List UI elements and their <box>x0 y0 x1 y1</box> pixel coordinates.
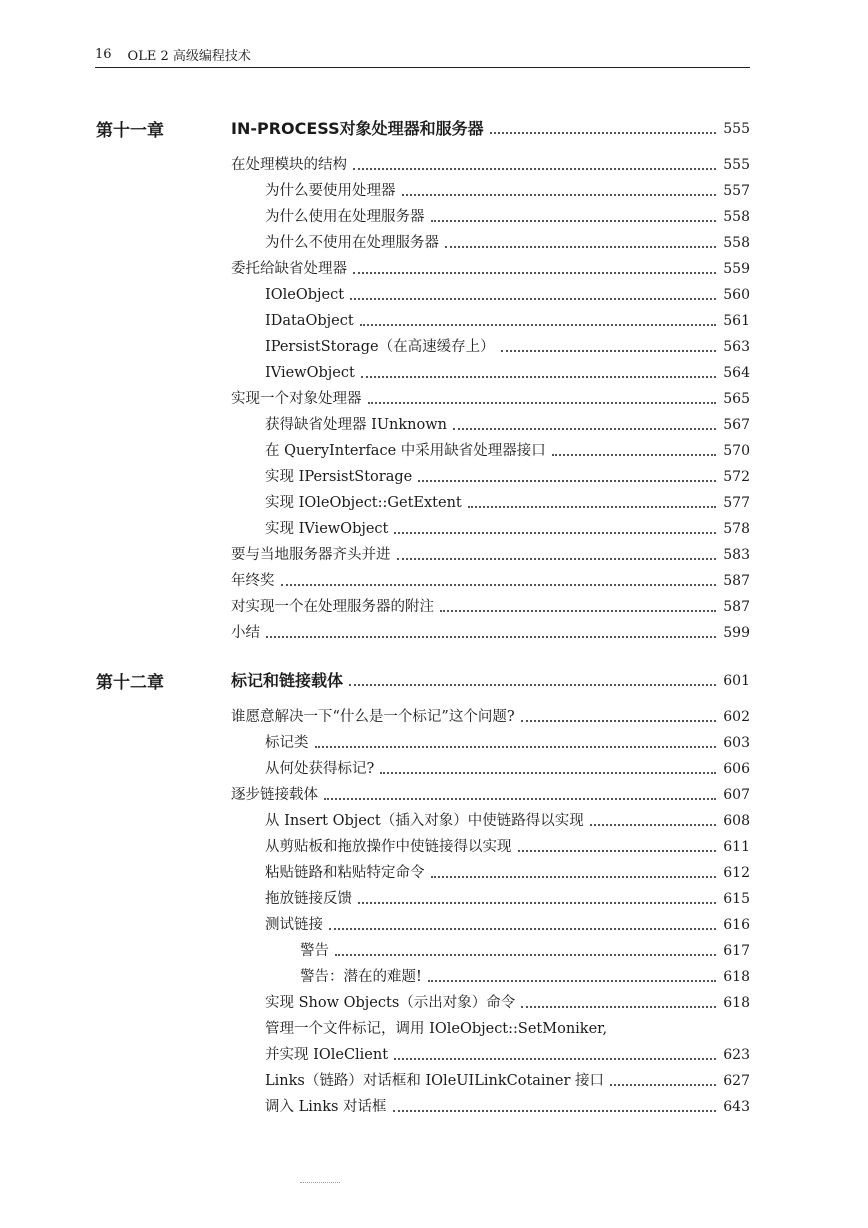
toc-entry-title: IDataObject <box>265 313 354 329</box>
toc-entry-page: 612 <box>723 865 750 881</box>
toc-entry <box>265 306 750 330</box>
toc-entry <box>231 384 750 408</box>
toc-entry-title: 谁愿意解决一下“什么是一个标记”这个问题? <box>231 709 515 725</box>
toc-entry <box>231 618 750 642</box>
toc-entry <box>265 884 750 908</box>
toc-entry-title: 为什么要使用处理器 <box>265 183 396 199</box>
toc-entry-title: 为什么不使用在处理服务器 <box>265 235 439 251</box>
dot-leader <box>368 402 717 404</box>
toc-entry <box>265 832 750 856</box>
dot-leader <box>490 132 716 134</box>
toc-entry-page: 565 <box>723 391 750 407</box>
toc-entry-page: 615 <box>723 891 750 907</box>
dot-leader <box>393 1110 716 1112</box>
toc-entry-page: 557 <box>723 183 750 199</box>
dot-leader <box>394 532 716 534</box>
toc-entry-title: 从剪贴板和拖放操作中使链接得以实现 <box>265 839 512 855</box>
dot-leader <box>428 980 716 982</box>
chapter-11-title-row <box>231 114 750 138</box>
toc-entry-page: 577 <box>723 495 750 511</box>
dot-leader <box>397 558 717 560</box>
toc-entry <box>231 150 750 174</box>
toc-entry-page: 570 <box>723 443 750 459</box>
toc-entry-title: 实现 IPersistStorage <box>265 469 413 485</box>
toc-entry-page: 559 <box>723 261 750 277</box>
toc-entry-title: IViewObject <box>265 365 355 381</box>
toc-entry-title: 小结 <box>231 625 260 641</box>
toc-entry-page: 572 <box>723 469 750 485</box>
toc-entry <box>265 280 750 304</box>
toc-entry-page: 578 <box>723 521 750 537</box>
toc-entry <box>265 806 750 830</box>
dot-leader <box>380 772 716 774</box>
toc-entry <box>265 1092 750 1116</box>
dot-leader <box>324 798 716 800</box>
toc-entry-title: 实现 Show Objects（示出对象）命令 <box>265 995 516 1011</box>
dot-leader <box>521 1006 716 1008</box>
toc-entry-page: 611 <box>723 839 750 855</box>
toc-entry-page: 603 <box>723 735 750 751</box>
toc-entry-page: 601 <box>723 673 750 689</box>
toc-entry <box>231 702 750 726</box>
toc-entry-title: 管理一个文件标记，调用 IOleObject::SetMoniker, <box>265 1021 608 1037</box>
toc-entry-title: 对实现一个在处理服务器的附注 <box>231 599 434 615</box>
toc-entry-title: 警告：潜在的难题! <box>300 969 422 985</box>
dot-leader <box>440 610 716 612</box>
toc-entry <box>300 936 750 960</box>
toc-entry-page: 627 <box>723 1073 750 1089</box>
toc-entry-title: 年终奖 <box>231 573 275 589</box>
toc-entry-title: IPersistStorage（在高速缓存上） <box>265 339 495 355</box>
toc-entry-page: 558 <box>723 235 750 251</box>
toc-entry-title: 委托给缺省处理器 <box>231 261 347 277</box>
toc-entry-title: 获得缺省处理器 IUnknown <box>265 417 447 433</box>
book-title: OLE 2 高级编程技术 <box>127 48 251 64</box>
toc-entry-page: 587 <box>723 599 750 615</box>
page-number: 16 <box>95 46 112 62</box>
dot-leader <box>518 850 717 852</box>
toc-entry <box>231 540 750 564</box>
toc-entry-page: 561 <box>723 313 750 329</box>
dot-leader <box>402 194 717 196</box>
toc-entry <box>265 202 750 226</box>
dot-leader <box>418 480 716 482</box>
dot-leader <box>590 824 716 826</box>
header-rule <box>95 67 750 68</box>
toc-entry <box>265 176 750 200</box>
toc-entry-title: 测试链接 <box>265 917 323 933</box>
dot-leader <box>266 636 716 638</box>
dot-leader <box>468 506 716 508</box>
toc-entry-title: 标记和链接载体 <box>231 671 344 690</box>
dot-leader <box>329 928 716 930</box>
dot-leader <box>431 876 717 878</box>
toc-entry-title: 拖放链接反馈 <box>265 891 352 907</box>
toc-entry <box>265 332 750 356</box>
toc-entry-page: 602 <box>723 709 750 725</box>
toc-entry-page: 618 <box>723 995 750 1011</box>
dot-leader <box>445 246 716 248</box>
toc-entry-title: 标记类 <box>265 735 309 751</box>
toc-entry <box>265 488 750 512</box>
chapter-11-label: 第十一章 <box>96 121 164 141</box>
dot-leader <box>349 684 716 686</box>
toc-entry-continued <box>265 1014 607 1038</box>
toc-entry <box>265 1040 750 1064</box>
toc-entry-title: IN-PROCESS对象处理器和服务器 <box>231 119 484 138</box>
toc-entry-page: 555 <box>723 121 750 137</box>
dot-leader <box>552 454 716 456</box>
toc-entry <box>265 858 750 882</box>
toc-entry <box>265 228 750 252</box>
toc-entry-page: 643 <box>723 1099 750 1115</box>
toc-entry <box>300 962 750 986</box>
toc-entry-title: Links（链路）对话框和 IOleUILinkCotainer 接口 <box>265 1073 605 1089</box>
toc-entry-title: IOleObject <box>265 287 345 303</box>
toc-entry <box>265 462 750 486</box>
dot-leader <box>353 168 716 170</box>
dot-leader <box>453 428 716 430</box>
toc-entry-title: 实现一个对象处理器 <box>231 391 362 407</box>
toc-entry <box>265 358 750 382</box>
toc-entry-page: 567 <box>723 417 750 433</box>
toc-entry-title: 从 Insert Object（插入对象）中使链路得以实现 <box>265 813 584 829</box>
dot-leader <box>358 902 716 904</box>
dot-leader <box>361 376 716 378</box>
toc-entry-title: 从何处获得标记? <box>265 761 375 777</box>
toc-entry <box>265 436 750 460</box>
toc-entry <box>265 410 750 434</box>
toc-entry-page: 564 <box>723 365 750 381</box>
toc-entry-page: 618 <box>723 969 750 985</box>
toc-entry <box>265 988 750 1012</box>
toc-entry-page: 616 <box>723 917 750 933</box>
toc-entry <box>265 514 750 538</box>
page-header <box>95 42 750 66</box>
chapter-12-title-row <box>231 666 750 690</box>
toc-entry-page: 563 <box>723 339 750 355</box>
toc-entry-title: 在 QueryInterface 中采用缺省处理器接口 <box>265 443 546 459</box>
chapter-12-label: 第十二章 <box>96 673 164 693</box>
toc-entry-title: 警告 <box>300 943 329 959</box>
dot-leader <box>394 1058 716 1060</box>
dot-leader <box>431 220 717 222</box>
toc-entry-page: 606 <box>723 761 750 777</box>
toc-entry <box>231 254 750 278</box>
toc-entry-page: 558 <box>723 209 750 225</box>
toc-entry-page: 599 <box>723 625 750 641</box>
toc-entry-title: 实现 IViewObject <box>265 521 389 537</box>
toc-entry <box>265 910 750 934</box>
toc-entry <box>231 566 750 590</box>
toc-entry-title: 在处理模块的结构 <box>231 157 347 173</box>
toc-entry-title: 实现 IOleObject::GetExtent <box>265 495 462 511</box>
dot-leader <box>360 324 716 326</box>
toc-entry-title: 逐步链接载体 <box>231 787 318 803</box>
dot-leader <box>281 584 717 586</box>
toc-entry-page: 583 <box>723 547 750 563</box>
toc-entry-page: 608 <box>723 813 750 829</box>
toc-entry-title: 为什么使用在处理服务器 <box>265 209 425 225</box>
toc-entry-title: 调入 Links 对话框 <box>265 1099 387 1115</box>
toc-entry <box>231 592 750 616</box>
toc-entry-page: 555 <box>723 157 750 173</box>
toc-entry-page: 617 <box>723 943 750 959</box>
toc-entry <box>231 780 750 804</box>
dot-leader <box>501 350 716 352</box>
toc-entry <box>265 728 750 752</box>
toc-entry-title: 要与当地服务器齐头并进 <box>231 547 391 563</box>
toc-entry-title: 粘贴链路和粘贴特定命令 <box>265 865 425 881</box>
footer-scan-mark <box>300 1182 340 1183</box>
toc-entry <box>265 1066 750 1090</box>
dot-leader <box>610 1084 716 1086</box>
toc-entry-page: 623 <box>723 1047 750 1063</box>
dot-leader <box>521 720 716 722</box>
dot-leader <box>315 746 717 748</box>
dot-leader <box>335 954 716 956</box>
dot-leader <box>350 298 716 300</box>
toc-entry-title: 并实现 IOleClient <box>265 1047 389 1063</box>
toc-entry <box>265 754 750 778</box>
toc-entry-page: 560 <box>723 287 750 303</box>
toc-entry-page: 607 <box>723 787 750 803</box>
toc-entry-page: 587 <box>723 573 750 589</box>
dot-leader <box>353 272 716 274</box>
